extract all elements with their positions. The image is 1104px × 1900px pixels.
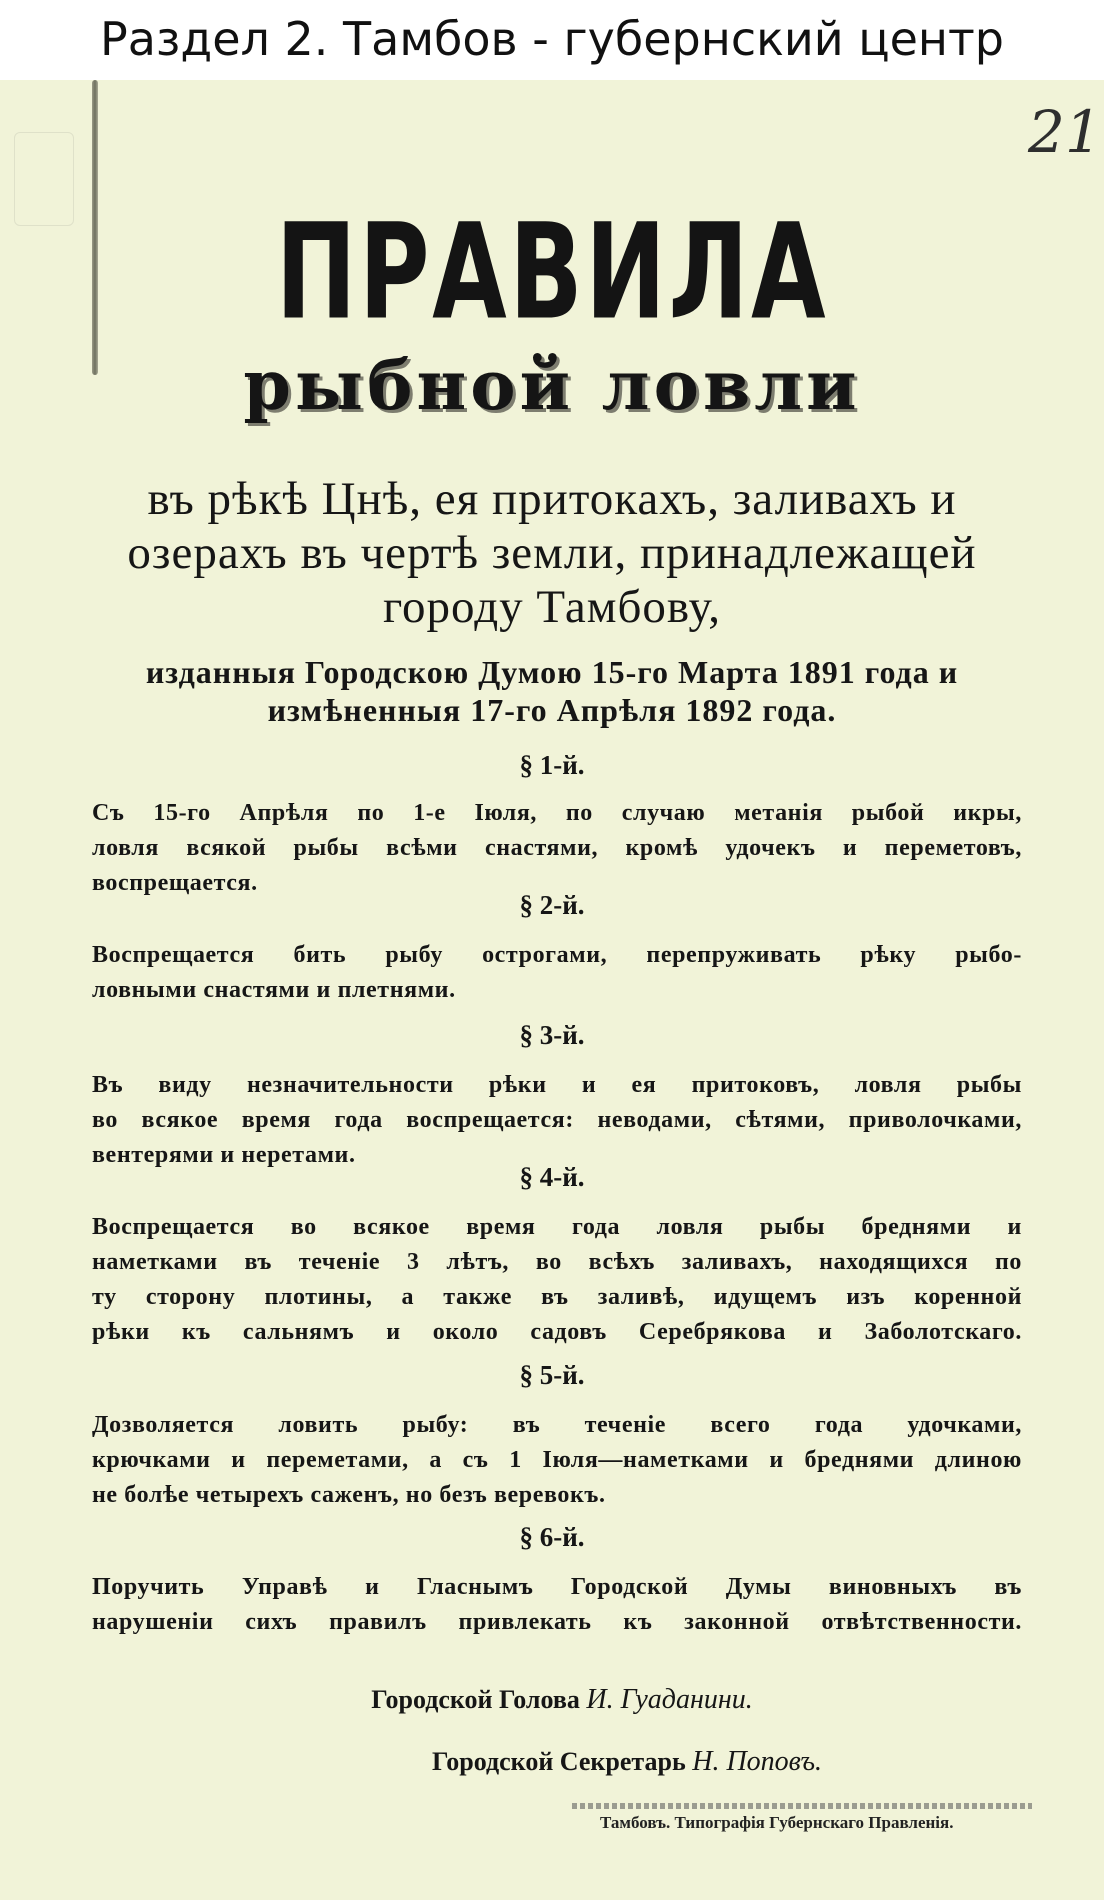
printer-rule [572,1803,1032,1809]
paragraph-number: § 3-й. [519,1020,585,1050]
paragraph-number: § 5-й. [519,1360,585,1390]
paragraph-line: Поручить Управѣ и Гласнымъ Городской Думы виновныхъ въ [92,1574,1022,1600]
signature-mayor [0,1684,1104,1716]
paragraph-line: во всякое время года воспрещается: неводами, сѣтями, приволочками, [92,1107,1022,1133]
paragraph-line: рѣки къ сальнямъ и около садовъ Серебрякова и Заболотскаго. [92,1319,1022,1345]
heading-line: въ рѣкѣ Цнѣ, ея притокахъ, заливахъ и [147,473,957,525]
heading-line: озерахъ въ чертѣ земли, принадлежащей [127,527,977,579]
poster-title: ПРАВИЛА [275,196,829,350]
paragraph-number: § 4-й. [519,1162,585,1192]
signature-role: Городской Голова [371,1685,580,1714]
signature-name: Н. Поповъ. [692,1746,822,1777]
paragraph-number: § 1-й. [519,750,585,780]
printer-imprint: Тамбовъ. Типографія Губернскаго Правленія. [600,1813,954,1832]
paragraph-line: воспрещается. [92,870,258,896]
paragraph-line: Въ виду незначительности рѣки и ея притоковъ, ловля рыбы [92,1072,1022,1098]
heading-line: городу Тамбову, [382,581,722,633]
paragraph-line: нарушеніи сихъ правилъ привлекать къ законной отвѣтственности. [92,1609,1022,1635]
paragraph-line: Воспрещается бить рыбу острогами, перепруживать рѣку рыбо- [92,942,1022,968]
folio-number: 21 [1028,98,1102,166]
paragraph-number: § 2-й. [519,890,585,920]
signature-secretary [0,1746,1104,1778]
section-header: Раздел 2. Тамбов - губернский центр [0,0,1104,80]
paragraph-line: вентерями и неретами. [92,1142,356,1168]
signature-role: Городской Секретарь [432,1747,686,1776]
poster-subtitle: рыбной ловли [243,346,861,426]
paragraph-line: Съ 15-го Апрѣля по 1-е Іюля, по случаю метанія рыбой икры, [92,800,1022,826]
poster-document [0,80,1104,1900]
paragraph-line: Дозволяется ловить рыбу: въ теченіе всего года удочками, [92,1412,1022,1438]
paragraph-line: крючками и переметами, а съ 1 Іюля—наметками и бреднями длиною [92,1447,1022,1473]
paragraph-line: ту сторону плотины, а также въ заливѣ, идущемъ изъ коренной [92,1284,1022,1310]
faded-stamp [14,132,74,226]
paragraph-line: ловными снастями и плетнями. [92,977,456,1003]
paragraph-line: не болѣе четырехъ саженъ, но безъ веревокъ. [92,1482,606,1508]
paragraph-line: ловля всякой рыбы всѣми снастями, кромѣ удочекъ и переметовъ, [92,835,1022,861]
issued-line: измѣненныя 17-го Апрѣля 1892 года. [267,692,837,728]
issued-line: изданныя Городскою Думою 15-го Марта 1891 года и [145,654,959,690]
signature-name: И. Гуаданини. [586,1684,753,1715]
paragraph-number: § 6-й. [519,1522,585,1552]
paragraph-line: наметками въ теченіе 3 лѣтъ, во всѣхъ заливахъ, находящихся по [92,1249,1022,1275]
paragraph-line: Воспрещается во всякое время года ловля рыбы бреднями и [92,1214,1022,1240]
